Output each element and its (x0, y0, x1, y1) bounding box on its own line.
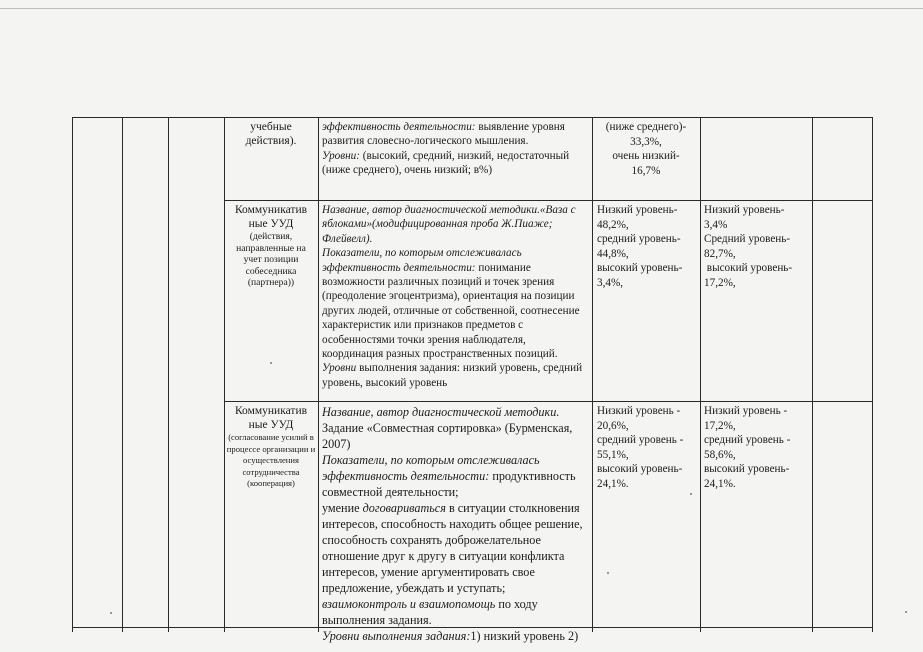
result-line: 44,8%, (597, 247, 629, 260)
table-column-divider (122, 117, 123, 632)
table-column-divider (812, 117, 813, 632)
scan-speck (110, 612, 112, 614)
table-column-divider (318, 117, 319, 632)
result-line: высокий уровень- (597, 262, 683, 275)
result-line: (ниже среднего)- (605, 121, 687, 133)
result-line: средний уровень - (704, 434, 791, 447)
result-line: 58,6%, (704, 448, 736, 461)
row-3-skill-subtitle: (согласование усилий в процессе организации и осуществления сотрудничества (кооперация) (226, 432, 316, 489)
row-1-result-start (594, 120, 698, 178)
row-3-skill-text: в ситуации столкновения интересов, способность находить общее решение, способность сохранять доброжелательное отношение друг к другу в ситуации конфликта интересов, умение аргументировать свое предложение, убеждать и уступать; (322, 501, 583, 595)
result-line: 55,1%, (597, 448, 629, 461)
row-1-skill-name-line: действия). (245, 135, 297, 147)
row-3-indicators-text: продуктивность совместной деятельности; (322, 469, 576, 499)
result-line: Средний уровень- (704, 233, 791, 246)
row-3-skill-italic: договариваться (362, 501, 446, 515)
result-line: 16,7% (631, 164, 661, 177)
result-line: средний уровень- (597, 233, 681, 246)
table-column-divider (700, 117, 701, 632)
table-border-top (72, 117, 873, 118)
row-2-indicators-text: понимание возможности различных позиций и точек зрения (преодоление эгоцентризма), ориентация на позиции других людей, отличные от собственной, соотнесение характеристик или признаков предметов с особенностями точки зрения наблюдателя, координация разных пространственных позиций. (322, 261, 580, 361)
scan-edge-line (0, 8, 923, 9)
result-line: Низкий уровень - (704, 405, 788, 417)
row-3-method-name: Задание «Совместная сортировка» (Бурменская, 2007) (322, 421, 573, 451)
row-2-levels-label: Уровни (322, 362, 357, 375)
table-row-divider (224, 401, 873, 402)
result-line: 48,2%, (597, 218, 629, 231)
row-2-skill-title: Коммуникатив ные УУД (234, 204, 308, 230)
row-3-skill-text: умение (322, 501, 363, 515)
result-line: Низкий уровень- (704, 204, 785, 216)
row-3-result-end (704, 404, 810, 492)
scan-speck (270, 362, 272, 364)
row-3-skill-name (226, 404, 316, 490)
row-2-method-name: Название, автор диагностической методики.«Ваза с яблоками»(модифицированная проба Ж.Пиаже; Флейвелл). (322, 204, 576, 245)
result-line: средний уровень - (597, 434, 684, 447)
result-line: высокий уровень- (704, 463, 790, 476)
result-line: 3,4% (704, 218, 728, 231)
table-row-divider (224, 200, 873, 201)
row-2-method-description (322, 203, 588, 390)
result-line: 20,6%, (597, 419, 629, 432)
table-column-divider (592, 117, 593, 632)
row-3-skill-italic: взаимоконтроль и взаимопомощь (322, 597, 496, 611)
table-column-divider (168, 117, 169, 632)
row-3-method-description (322, 404, 590, 644)
result-line: Низкий уровень- (597, 204, 678, 216)
row-3-levels-label: Уровни выполнения задания: (322, 629, 471, 643)
result-line: высокий уровень- (597, 463, 683, 476)
result-line: 24,1%. (704, 477, 736, 490)
result-line: 24,1%. (597, 477, 629, 490)
scan-speck (690, 493, 692, 495)
result-line: 17,2%, (704, 276, 736, 289)
row-3-indicators-label: Показатели, по которым отслеживалась эффективность деятельности: (322, 453, 540, 483)
row-1-method-label: эффективность деятельности: (322, 121, 476, 133)
row-1-levels-text: (высокий, средний, низкий, недостаточный (ниже среднего), очень низкий; в%) (322, 149, 570, 177)
result-line: 33,3%, (630, 135, 662, 148)
scan-speck (607, 572, 609, 574)
result-line: 3,4%, (597, 276, 624, 289)
row-2-indicators-label: Показатели, по которым отслеживалась эффективность деятельности: (322, 247, 522, 274)
table-border-left (72, 117, 73, 632)
table-column-divider (224, 117, 225, 632)
row-1-method-text: выявление уровня развития словесно-логического мышления. (322, 121, 565, 148)
row-2-levels-text: выполнения задания: низкий уровень, средний уровень, высокий уровень (322, 362, 583, 389)
scan-speck (905, 611, 907, 613)
table-border-right (872, 117, 873, 632)
result-line: высокий уровень- (704, 262, 793, 275)
row-3-skill-title: Коммуникатив ные УУД (234, 405, 308, 431)
row-2-result-start (597, 203, 698, 291)
result-line: 17,2%, (704, 419, 736, 432)
row-3-result-start (597, 404, 698, 492)
result-line: 82,7%, (704, 247, 736, 260)
row-1-skill-name (226, 120, 316, 148)
result-line: Низкий уровень - (597, 405, 681, 417)
row-3-method-label: Название, автор диагностической методики. (322, 405, 560, 419)
row-3-levels-text: 1) низкий уровень 2) (470, 629, 579, 643)
row-1-skill-name-line: учебные (250, 121, 292, 133)
row-2-result-end (704, 203, 810, 291)
row-2-skill-subtitle: (действия, направленные на учет позиции собеседника (партнера)) (236, 231, 306, 289)
row-1-levels-label: Уровни: (322, 149, 360, 162)
row-1-method-description (322, 120, 588, 178)
result-line: очень низкий- (612, 150, 680, 163)
row-3-skill-text: по ходу выполнения задания. (322, 597, 538, 627)
row-2-skill-name (226, 203, 316, 289)
